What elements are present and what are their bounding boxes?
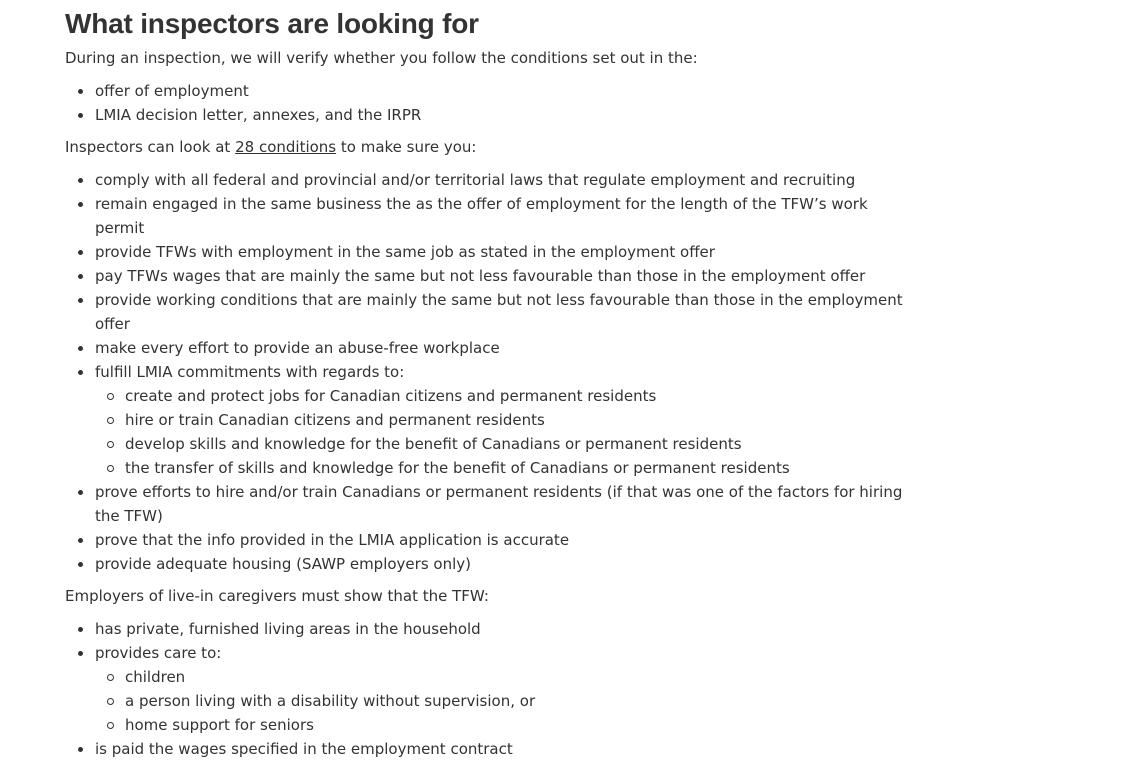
page-heading: What inspectors are looking for [65,8,479,39]
lmia-commitments-list [95,384,905,480]
list-item: prove that the info provided in the LMIA application is accurate [65,528,905,552]
list-item [65,360,905,480]
sub-list-item: children [95,665,905,689]
conditions-link[interactable]: 28 conditions [235,138,337,156]
list-item: remain engaged in the same business the as the offer of employment for the length of the TFW’s work permit [65,192,905,240]
list-item-label: fulfill LMIA commitments with regards to: [95,363,405,381]
sub-list-item: a person living with a disability without supervision, or [95,689,905,713]
list-item: offer of employment [65,79,905,103]
sub-list-item: develop skills and knowledge for the benefit of Canadians or permanent residents [95,432,905,456]
list-item: prove efforts to hire and/or train Canadians or permanent residents (if that was one of the factors for hiring the TFW) [65,480,905,528]
list-item: comply with all federal and provincial and/or territorial laws that regulate employment and recruiting [65,168,905,192]
main-content [65,0,905,761]
list-item: is paid the wages specified in the employment contract [65,737,905,761]
sub-list-item: create and protect jobs for Canadian citizens and permanent residents [95,384,905,408]
sub-list-item: home support for seniors [95,713,905,737]
inspectors-text-after: to make sure you: [336,138,477,156]
list-item [65,641,905,737]
list-item: provide working conditions that are mainly the same but not less favourable than those in the employment offer [65,288,905,336]
list-item: LMIA decision letter, annexes, and the IRPR [65,103,905,127]
sub-list-item: hire or train Canadian citizens and permanent residents [95,408,905,432]
list-item: provide TFWs with employment in the same job as stated in the employment offer [65,240,905,264]
conditions-list [65,168,905,576]
documents-list [65,79,905,127]
caregivers-intro: Employers of live-in caregivers must show that the TFW: [65,587,489,605]
inspectors-text-before: Inspectors can look at [65,138,236,156]
care-types-list [95,665,905,737]
sub-list-item: the transfer of skills and knowledge for the benefit of Canadians or permanent residents [95,456,905,480]
inspectors-text [65,135,905,159]
list-item: make every effort to provide an abuse-free workplace [65,336,905,360]
intro-text: During an inspection, we will verify whether you follow the conditions set out in the: [65,49,698,67]
caregivers-list [65,617,905,761]
list-item-label: provides care to: [95,644,222,662]
list-item: pay TFWs wages that are mainly the same but not less favourable than those in the employment offer [65,264,905,288]
list-item: has private, furnished living areas in the household [65,617,905,641]
list-item: provide adequate housing (SAWP employers only) [65,552,905,576]
